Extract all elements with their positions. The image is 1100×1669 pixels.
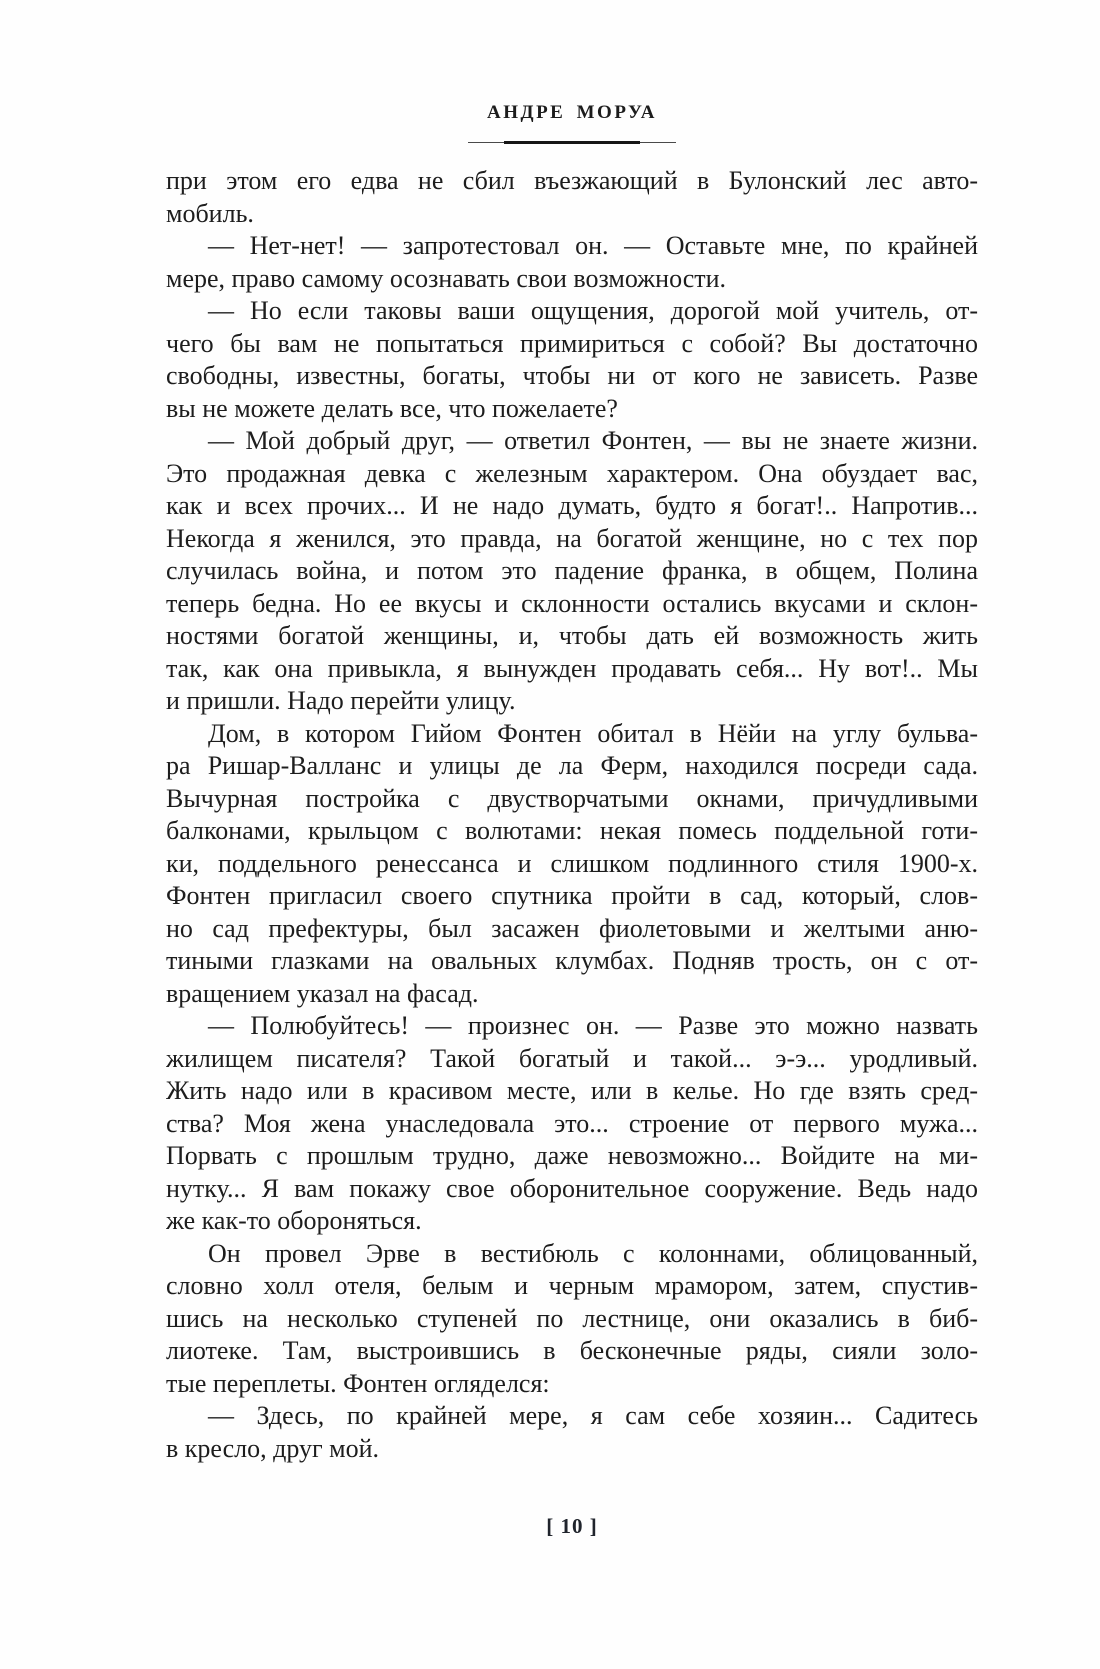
text-column bbox=[166, 0, 978, 1669]
text-line: при этом его едва не сбил въезжающий в Булонский лес авто- bbox=[166, 166, 978, 195]
text-line: Дом, в котором Гийом Фонтен обитал в Нёйи на углу бульва- bbox=[208, 718, 978, 748]
text-line: же как-то обороняться. bbox=[166, 1206, 422, 1235]
text-line: так, как она привыкла, я вынужден продавать себя... Ну вот!.. Мы bbox=[166, 653, 978, 683]
header-rule-ornament bbox=[468, 141, 676, 145]
text-line: Он провел Эрве в вестибюль с колоннами, облицованный, bbox=[208, 1238, 978, 1268]
text-line: балконами, крыльцом с волютами: некая помесь поддельной готи- bbox=[166, 816, 978, 845]
text-line: тиными глазками на овальных клумбах. Подняв трость, он с от- bbox=[166, 946, 978, 975]
body-text bbox=[166, 165, 978, 1465]
text-line: теперь бедна. Но ее вкусы и склонности остались вкусами и склон- bbox=[166, 588, 978, 618]
text-line: словно холл отеля, белым и черным мрамором, затем, спустив- bbox=[166, 1271, 978, 1300]
text-line: нутку... Я вам покажу свое оборонительное сооружение. Ведь надо bbox=[166, 1173, 978, 1203]
text-line: мере, право самому осознавать свои возможности. bbox=[166, 263, 727, 293]
text-line: ностями богатой женщины, и, чтобы дать ей возможность жить bbox=[166, 621, 978, 650]
text-line: — Мой добрый друг, — ответил Фонтен, — вы не знаете жизни. bbox=[208, 426, 978, 455]
text-line: случилась война, и потом это падение франка, в общем, Полина bbox=[166, 556, 978, 585]
text-line: ки, поддельного ренессанса и слишком подлинного стиля 1900-х. bbox=[166, 848, 978, 878]
text-line: как и всех прочих... И не надо думать, будто я богат!.. Напротив... bbox=[166, 491, 978, 520]
page-number: [ 10 ] bbox=[546, 1514, 598, 1538]
text-line: Вычурная постройка с двустворчатыми окнами, причудливыми bbox=[166, 783, 978, 813]
text-line: лиотеке. Там, выстроившись в бесконечные ряды, сияли золо- bbox=[166, 1336, 978, 1365]
text-line: и пришли. Надо перейти улицу. bbox=[166, 686, 516, 715]
text-line: мобиль. bbox=[166, 198, 254, 228]
rule-thick-bar bbox=[504, 141, 640, 144]
text-line: — Полюбуйтесь! — произнес он. — Разве это можно назвать bbox=[208, 1011, 978, 1040]
text-line: Жить надо или в красивом месте, или в келье. Но где взять сред- bbox=[166, 1076, 978, 1105]
text-line: шись на несколько ступеней по лестнице, они оказались в биб- bbox=[166, 1303, 978, 1333]
text-line: Это продажная девка с железным характером. Она обуздает вас, bbox=[166, 458, 978, 488]
text-line: в кресло, друг мой. bbox=[166, 1433, 380, 1463]
text-line: Некогда я женился, это правда, на богатой женщине, но с тех пор bbox=[166, 523, 978, 553]
text-line: Фонтен пригласил своего спутника пройти в сад, который, слов- bbox=[166, 881, 978, 910]
text-line: ра Ришар-Валланс и улицы де ла Ферм, находился посреди сада. bbox=[166, 751, 978, 780]
text-line: — Нет-нет! — запротестовал он. — Оставьте мне, по крайней bbox=[208, 231, 978, 260]
text-line: — Здесь, по крайней мере, я сам себе хозяин... Садитесь bbox=[208, 1401, 978, 1430]
text-line: свободны, известны, богаты, чтобы ни от кого не зависеть. Разве bbox=[166, 361, 978, 390]
text-line: вращением указал на фасад. bbox=[166, 978, 479, 1008]
text-line: вы не можете делать все, что пожелаете? bbox=[166, 393, 618, 423]
running-header-author: АНДРЕ МОРУА bbox=[487, 102, 657, 123]
text-line: чего бы вам не попытаться примириться с собой? Вы достаточно bbox=[166, 328, 978, 358]
text-line: — Но если таковы ваши ощущения, дорогой мой учитель, от- bbox=[208, 296, 978, 325]
text-line: жилищем писателя? Такой богатый и такой... э-э... уродливый. bbox=[166, 1043, 978, 1073]
text-line: ства? Моя жена унаследовала это... строение от первого мужа... bbox=[166, 1108, 978, 1138]
text-line: тые переплеты. Фонтен огляделся: bbox=[166, 1368, 550, 1398]
text-line: Порвать с прошлым трудно, даже невозможно... Войдите на ми- bbox=[166, 1141, 978, 1170]
text-line: но сад префектуры, был засажен фиолетовыми и желтыми аню- bbox=[166, 913, 978, 943]
